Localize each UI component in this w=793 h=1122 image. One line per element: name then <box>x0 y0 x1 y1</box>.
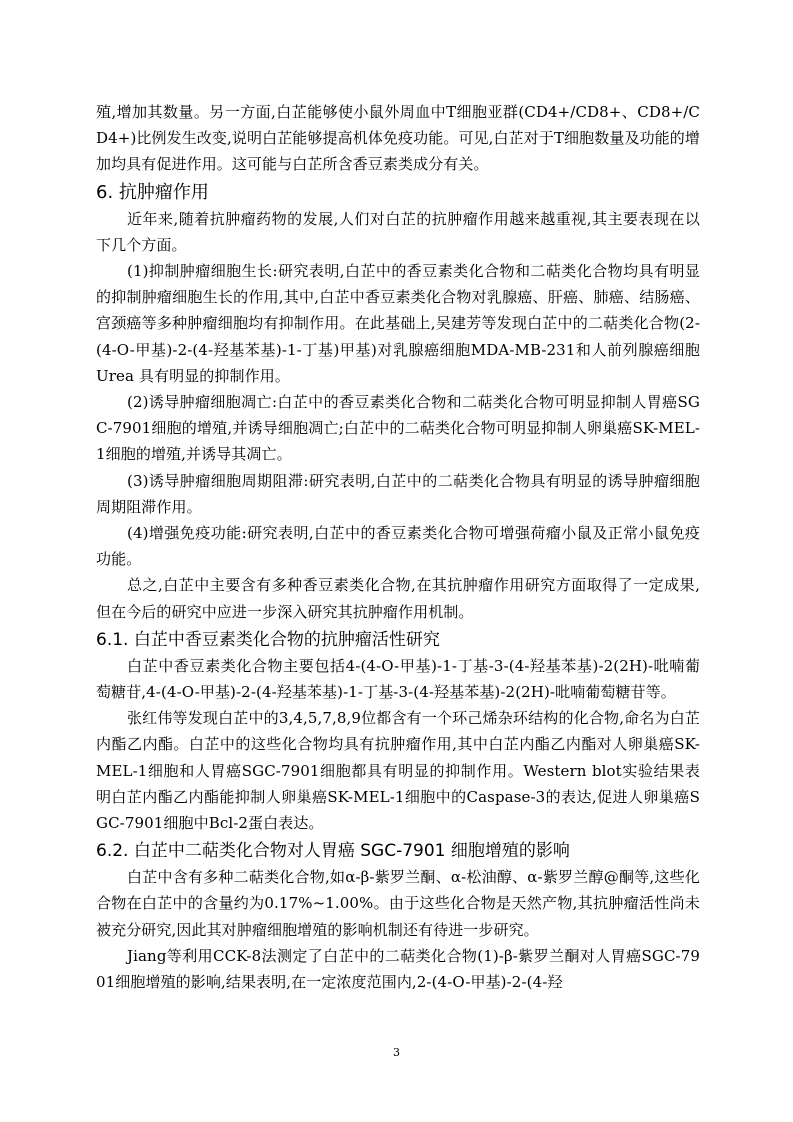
paragraph-zhang: 张红伟等发现白芷中的3,4,5,7,8,9位都含有一个环己烯杂环结构的化合物,命名为白芷内酯乙内酯。白芷中的这些化合物均具有抗肿瘤作用,其中白芷内酯乙内酯对人卵巢癌SK-MEL-1细胞和人胃癌SGC-7901细胞都具有明显的抑制作用。Western blot实验结果表明白芷内酯乙内酯能抑制人卵巢癌SK-MEL-1细胞中的Caspase-3的表达,促进人卵巢癌SGC-7901细胞中Bcl-2蛋白表达。 <box>96 709 700 833</box>
page-number: 3 <box>393 1046 400 1059</box>
paragraph-item-1: (1)抑制肿瘤细胞生长:研究表明,白芷中的香豆素类化合物和二萜类化合物均具有明显的抑制肿瘤细胞生长的作用,其中,白芷中香豆素类化合物对乳腺癌、肝癌、肺癌、结肠癌、宫颈癌等多种肿瘤细胞均有抑制作用。在此基础上,吴建芳等发现白芷中的二萜类化合物(2-(4-O-甲基)-2-(4-羟基苯基)-1-丁基)甲基)对乳腺癌细胞MDA-MB-231和人前列腺癌细胞 Urea 具有明显的抑制作用。 <box>96 262 700 385</box>
section-heading-6-1: 6.1. 白芷中香豆素类化合物的抗肿瘤活性研究 <box>96 629 440 650</box>
paragraph-intro: 近年来,随着抗肿瘤药物的发展,人们对白芷的抗肿瘤作用越来越重视,其主要表现在以下几个方面。 <box>96 209 700 254</box>
paragraph-summary: 总之,白芷中主要含有多种香豆素类化合物,在其抗肿瘤作用研究方面取得了一定成果,但在今后的研究中应进一步深入研究其抗肿瘤作用机制。 <box>96 576 700 621</box>
paragraph-item-3: (3)诱导肿瘤细胞周期阻滞:研究表明,白芷中的二萜类化合物具有明显的诱导肿瘤细胞周期阻滞作用。 <box>96 471 700 516</box>
paragraph-diterpenes: 白芷中含有多种二萜类化合物,如α-β-紫罗兰酮、α-松油醇、α-紫罗兰醇@酮等,这些化合物在白芷中的含量约为0.17%~1.00%。由于这些化合物是天然产物,其抗肿瘤活性尚未被充分研究,因此其对肿瘤细胞增殖的影响机制还有待进一步研究。 <box>96 868 700 939</box>
section-heading-6-2: 6.2. 白芷中二萜类化合物对人胃癌 SGC-7901 细胞增殖的影响 <box>96 841 570 862</box>
paragraph-coumarins: 白芷中香豆素类化合物主要包括4-(4-O-甲基)-1-丁基-3-(4-羟基苯基)-2(2H)-吡喃葡萄糖苷,4-(4-O-甲基)-2-(4-羟基苯基)-1-丁基-3-(4-羟基苯基)-2(2H)-吡喃葡萄糖苷等。 <box>96 656 700 702</box>
paragraph-continuation: 殖,增加其数量。另一方面,白芷能够使小鼠外周血中T细胞亚群(CD4+/CD8+、CD8+/CD4+)比例发生改变,说明白芷能够提高机体免疫功能。可见,白芷对于T细胞数量及功能的增加均具有促进作用。这可能与白芷所含香豆素类成分有关。 <box>96 103 700 174</box>
paragraph-item-4: (4)增强免疫功能:研究表明,白芷中的香豆素类化合物可增强荷瘤小鼠及正常小鼠免疫功能。 <box>96 524 700 569</box>
paragraph-item-2: (2)诱导肿瘤细胞凋亡:白芷中的香豆素类化合物和二萜类化合物可明显抑制人胃癌SGC-7901细胞的增殖,并诱导细胞凋亡;白芷中的二萜类化合物可明显抑制人卵巢癌SK-MEL-1细胞的增殖,并诱导其凋亡。 <box>96 393 700 464</box>
paragraph-jiang: Jiang等利用CCK-8法测定了白芷中的二萜类化合物(1)-β-紫罗兰酮对人胃癌SGC-7901细胞增殖的影响,结果表明,在一定浓度范围内,2-(4-O-甲基)-2-(4-羟 <box>96 946 700 992</box>
page-body <box>96 99 700 995</box>
section-heading-6: 6. 抗肿瘤作用 <box>96 181 209 203</box>
